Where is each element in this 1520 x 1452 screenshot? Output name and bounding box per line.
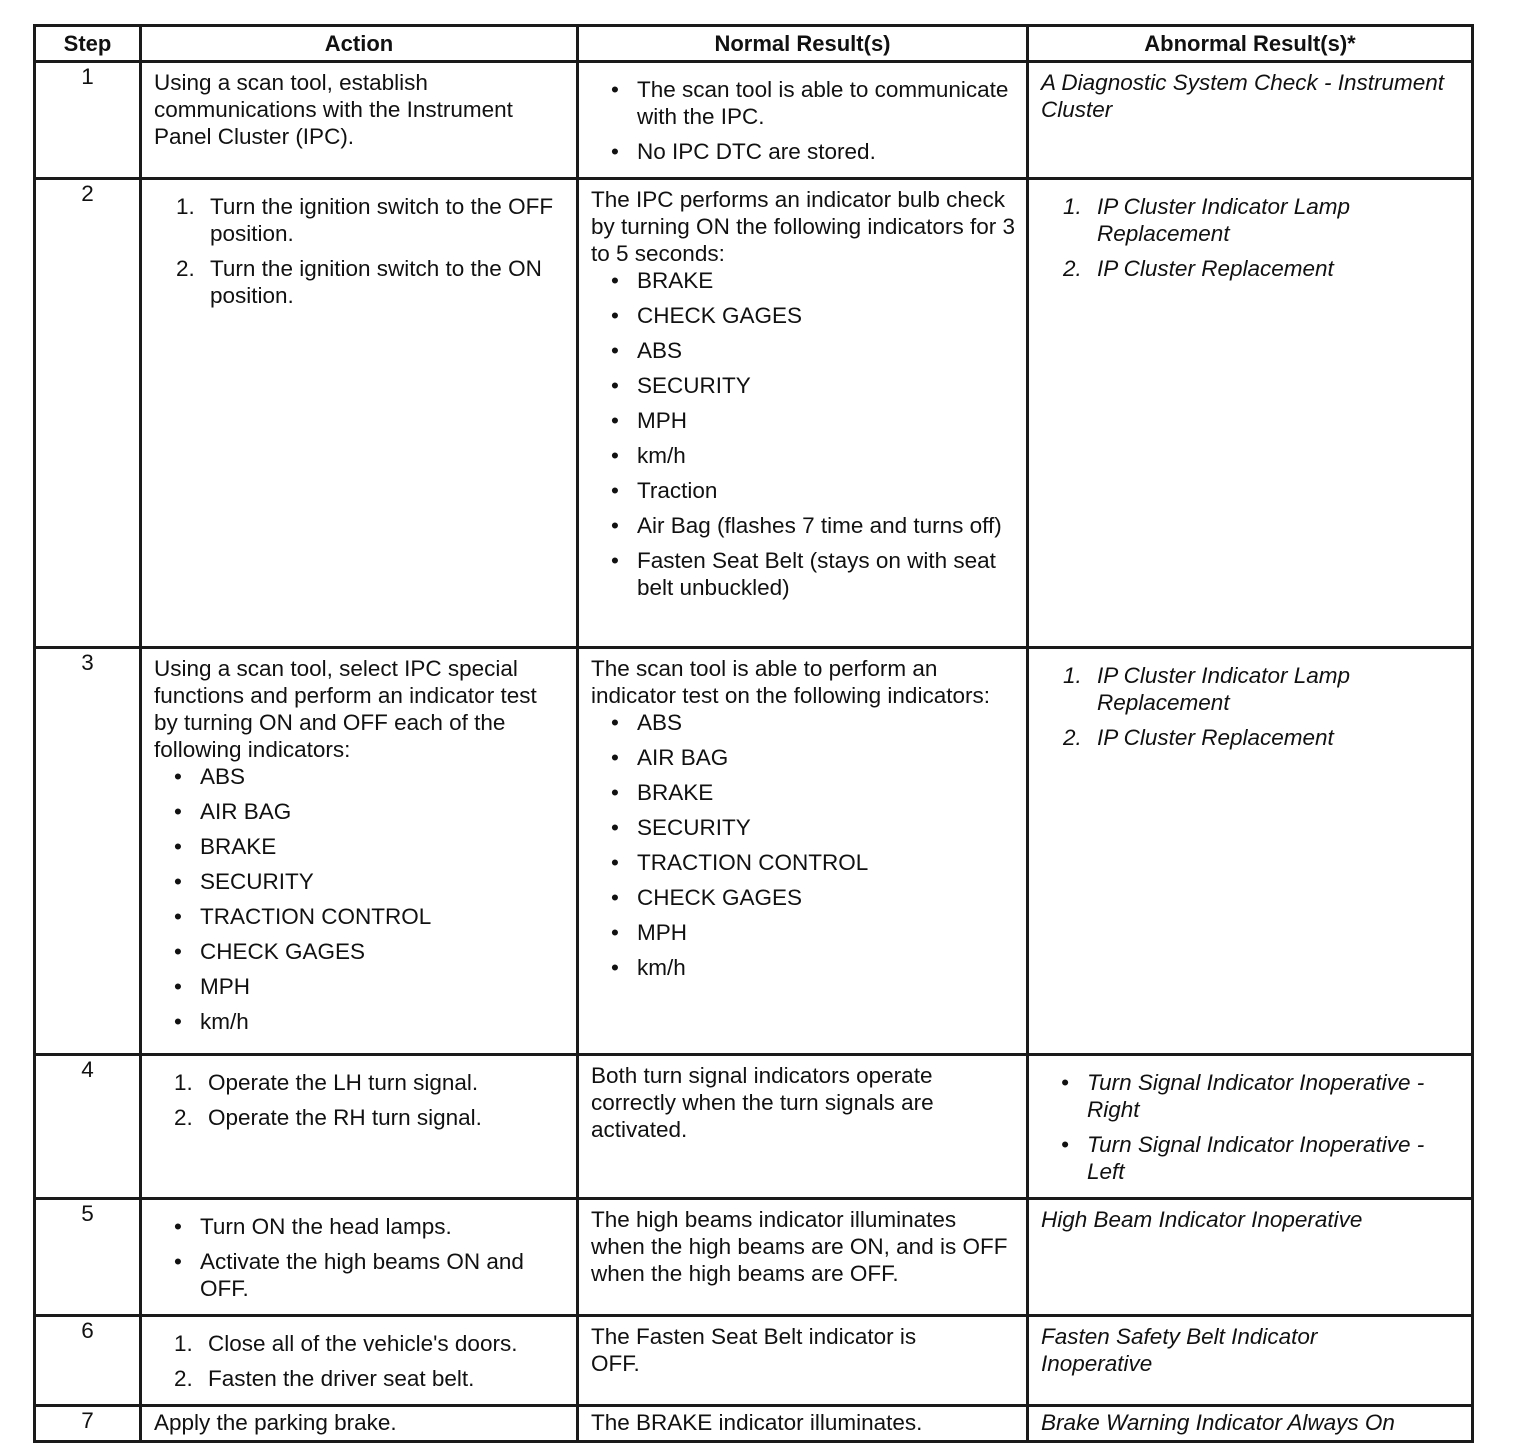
- table-row: [35, 648, 1473, 1055]
- list-item: • CHECK GAGES: [591, 302, 1016, 329]
- header-action: Action: [141, 26, 578, 62]
- table-row: [35, 1406, 1473, 1442]
- list-item: 2. Fasten the driver seat belt.: [174, 1366, 475, 1391]
- header-step: Step: [35, 26, 141, 62]
- list-item: 1. IP Cluster Indicator Lamp Replacement: [1063, 194, 1351, 246]
- normal-text: The BRAKE indicator illuminates.: [591, 1410, 923, 1435]
- list-item: • Air Bag (flashes 7 time and turns off): [591, 512, 1016, 539]
- normal-bullet-list: [591, 76, 1016, 165]
- abnormal-result-cell: [1028, 648, 1473, 1055]
- list-item: 2. IP Cluster Replacement: [1063, 256, 1334, 281]
- action-cell: [141, 648, 578, 1055]
- list-item: • CHECK GAGES: [591, 884, 1016, 911]
- normal-intro: The scan tool is able to perform an indicator test on the following indicators:: [591, 656, 990, 708]
- list-item: • ABS: [154, 763, 566, 790]
- list-item: • BRAKE: [591, 779, 1016, 806]
- action-cell: [141, 62, 578, 179]
- normal-result-cell: [578, 1199, 1028, 1316]
- list-item: 2. IP Cluster Replacement: [1063, 725, 1334, 750]
- normal-bullet-list: [591, 709, 1016, 981]
- abnormal-result-cell: [1028, 62, 1473, 179]
- list-item: • ABS: [591, 709, 1016, 736]
- normal-result-cell: [578, 62, 1028, 179]
- action-text: Apply the parking brake.: [154, 1410, 397, 1435]
- list-item: 1. Operate the LH turn signal.: [174, 1070, 479, 1095]
- list-item: • CHECK GAGES: [154, 938, 566, 965]
- diagnostic-table: [33, 24, 1474, 1443]
- normal-result-cell: [578, 648, 1028, 1055]
- action-cell: [141, 1316, 578, 1406]
- step-number: 4: [35, 1055, 141, 1199]
- list-item: • Traction: [591, 477, 1016, 504]
- list-item: • No IPC DTC are stored.: [591, 138, 1016, 165]
- list-item: • Fasten Seat Belt (stays on with seat belt unbuckled): [591, 547, 1016, 601]
- abnormal-result-cell: [1028, 1316, 1473, 1406]
- table-row: [35, 179, 1473, 648]
- abnormal-text: Fasten Safety Belt Indicator Inoperative: [1041, 1324, 1318, 1376]
- list-item: • SECURITY: [591, 814, 1016, 841]
- header-abnormal-results: Abnormal Result(s)*: [1028, 26, 1473, 62]
- list-item: • ABS: [591, 337, 1016, 364]
- list-item: • Activate the high beams ON and OFF.: [154, 1248, 566, 1302]
- list-item: • TRACTION CONTROL: [591, 849, 1016, 876]
- action-text: Using a scan tool, establish communications with the Instrument Panel Cluster (IPC).: [154, 70, 513, 149]
- list-item: • TRACTION CONTROL: [154, 903, 566, 930]
- abnormal-result-cell: [1028, 1406, 1473, 1442]
- abnormal-numbered-list: [1041, 662, 1461, 751]
- list-item: • The scan tool is able to communicate with the IPC.: [591, 76, 1016, 130]
- step-number: 2: [35, 179, 141, 648]
- action-numbered-list: [154, 1069, 566, 1131]
- table-row: [35, 62, 1473, 179]
- normal-result-cell: [578, 179, 1028, 648]
- header-row: [35, 26, 1473, 62]
- action-bullet-list: [154, 763, 566, 1035]
- step-number: 6: [35, 1316, 141, 1406]
- list-item: 1. Close all of the vehicle's doors.: [174, 1331, 518, 1356]
- table-row: [35, 1055, 1473, 1199]
- action-cell: [141, 1199, 578, 1316]
- list-item: • Turn ON the head lamps.: [154, 1213, 566, 1240]
- action-numbered-list: [154, 193, 566, 309]
- action-bullet-list: [154, 1213, 566, 1302]
- abnormal-text: High Beam Indicator Inoperative: [1041, 1207, 1363, 1232]
- list-item: 1. Turn the ignition switch to the OFF position.: [176, 194, 554, 246]
- normal-result-cell: [578, 1406, 1028, 1442]
- table-row: [35, 1316, 1473, 1406]
- normal-bullet-list: [591, 267, 1016, 601]
- abnormal-result-cell: [1028, 179, 1473, 648]
- list-item: • BRAKE: [591, 267, 1016, 294]
- normal-text: Both turn signal indicators operate correctly when the turn signals are activated.: [591, 1063, 934, 1142]
- normal-text: The high beams indicator illuminates when the high beams are ON, and is OFF when the high beams are OFF.: [591, 1207, 1008, 1286]
- abnormal-text: Brake Warning Indicator Always On: [1041, 1410, 1395, 1435]
- normal-text: The Fasten Seat Belt indicator is OFF.: [591, 1324, 917, 1376]
- step-number: 1: [35, 62, 141, 179]
- list-item: • km/h: [591, 442, 1016, 469]
- list-item: • SECURITY: [154, 868, 566, 895]
- step-number: 7: [35, 1406, 141, 1442]
- abnormal-numbered-list: [1041, 193, 1461, 282]
- list-item: • Turn Signal Indicator Inoperative - Left: [1041, 1131, 1461, 1185]
- list-item: • km/h: [154, 1008, 566, 1035]
- action-cell: [141, 1406, 578, 1442]
- step-number: 3: [35, 648, 141, 1055]
- list-item: • MPH: [154, 973, 566, 1000]
- list-item: • Turn Signal Indicator Inoperative - Right: [1041, 1069, 1461, 1123]
- action-numbered-list: [154, 1330, 566, 1392]
- table-row: [35, 1199, 1473, 1316]
- list-item: • MPH: [591, 919, 1016, 946]
- list-item: 2. Operate the RH turn signal.: [174, 1105, 482, 1130]
- header-normal-results: Normal Result(s): [578, 26, 1028, 62]
- list-item: • BRAKE: [154, 833, 566, 860]
- list-item: 2. Turn the ignition switch to the ON position.: [176, 256, 542, 308]
- action-cell: [141, 1055, 578, 1199]
- abnormal-result-cell: [1028, 1199, 1473, 1316]
- abnormal-result-cell: [1028, 1055, 1473, 1199]
- normal-result-cell: [578, 1316, 1028, 1406]
- abnormal-bullet-list: [1041, 1069, 1461, 1185]
- list-item: • SECURITY: [591, 372, 1016, 399]
- list-item: • MPH: [591, 407, 1016, 434]
- abnormal-text: A Diagnostic System Check - Instrument Cluster: [1041, 70, 1445, 122]
- list-item: • km/h: [591, 954, 1016, 981]
- action-cell: [141, 179, 578, 648]
- step-number: 5: [35, 1199, 141, 1316]
- list-item: 1. IP Cluster Indicator Lamp Replacement: [1063, 663, 1351, 715]
- list-item: • AIR BAG: [154, 798, 566, 825]
- action-intro: Using a scan tool, select IPC special functions and perform an indicator test by turning ON and OFF each of the following indicators:: [154, 656, 537, 762]
- list-item: • AIR BAG: [591, 744, 1016, 771]
- normal-intro: The IPC performs an indicator bulb check by turning ON the following indicators for 3 to 5 seconds:: [591, 187, 1015, 266]
- normal-result-cell: [578, 1055, 1028, 1199]
